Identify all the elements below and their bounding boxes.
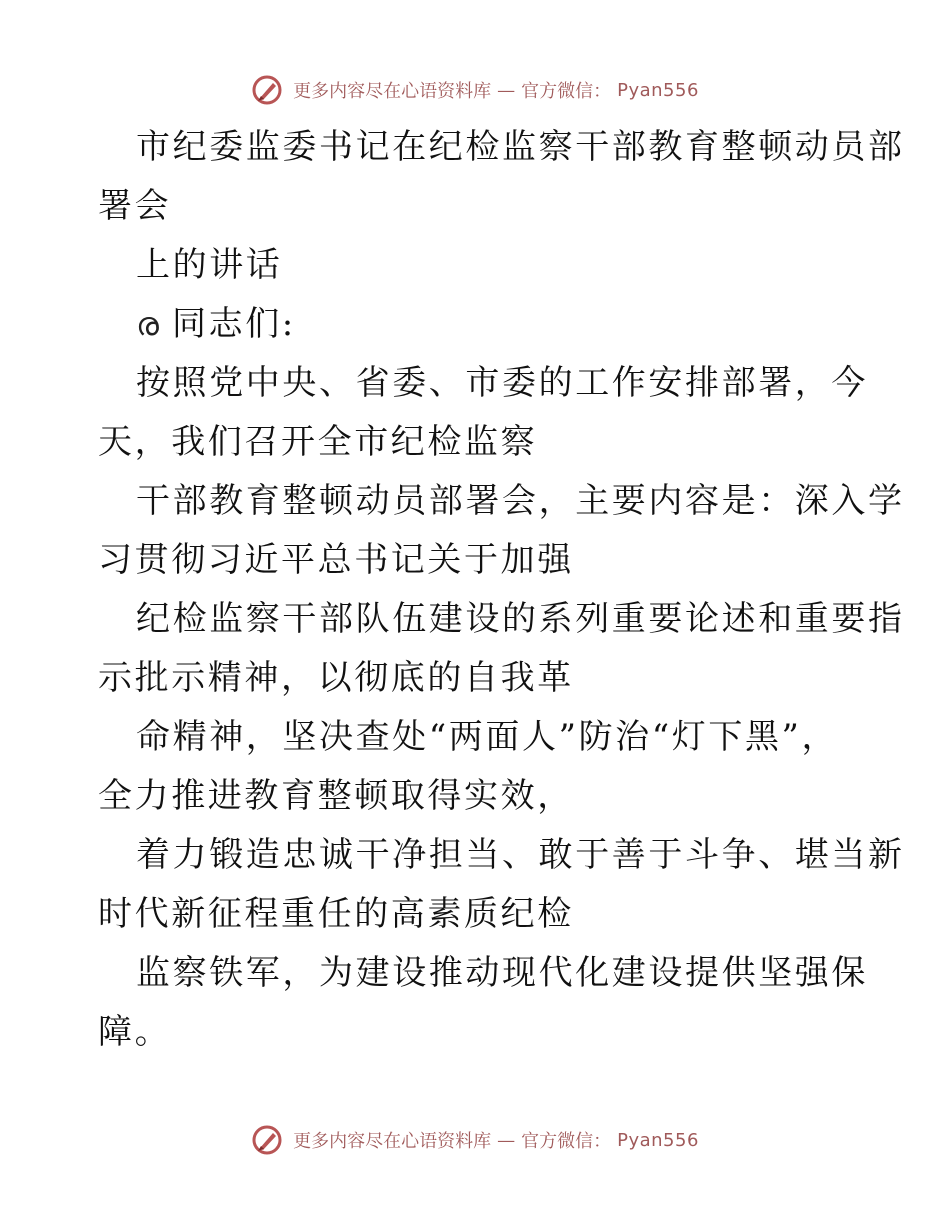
paragraph-line: 命精神，坚决查处“两面人”防治“灯下黑”， bbox=[136, 717, 839, 757]
paragraph-line: 习贯彻习近平总书记关于加强 bbox=[98, 540, 574, 580]
paragraph-line: 全力推进教育整顿取得实效， bbox=[98, 776, 574, 816]
paragraph-line: 纪检监察干部队伍建设的系列重要论述和重要指 bbox=[136, 599, 905, 639]
paragraph-line: 着力锻造忠诚干净担当、敢于善于斗争、堪当新 bbox=[136, 835, 905, 875]
paragraph-line: 示批示精神，以彻底的自我革 bbox=[98, 658, 574, 698]
watermark-separator: — bbox=[497, 1129, 516, 1151]
paragraph-line: 监察铁军，为建设推动现代化建设提供坚强保 bbox=[136, 953, 868, 993]
document-body bbox=[98, 118, 905, 1062]
watermark-contact-id: Pyan556 bbox=[617, 79, 699, 101]
watermark-contact-label: 官方微信： bbox=[521, 1131, 612, 1152]
header-watermark bbox=[0, 72, 950, 108]
title-line-2: 署会 bbox=[98, 186, 172, 226]
swirl-ornament-icon: ര bbox=[136, 305, 162, 343]
paragraph-line: 按照党中央、省委、市委的工作安排部署，今 bbox=[136, 363, 868, 403]
greeting-text: 同志们: bbox=[172, 304, 296, 344]
watermark-site-text: 更多内容尽在心语资料库 bbox=[293, 81, 492, 102]
paragraph-line: 干部教育整顿动员部署会，主要内容是：深入学 bbox=[136, 481, 905, 521]
subtitle-line: 上的讲话 bbox=[136, 245, 283, 285]
watermark-separator: — bbox=[497, 79, 516, 101]
pen-logo-icon bbox=[251, 1124, 283, 1156]
watermark-contact-id: Pyan556 bbox=[617, 1129, 699, 1151]
watermark-site-text: 更多内容尽在心语资料库 bbox=[293, 1131, 492, 1152]
greeting-line bbox=[98, 295, 858, 354]
title-line-1: 市纪委监委书记在纪检监察干部教育整顿动员部 bbox=[136, 127, 905, 167]
watermark-contact-label: 官方微信： bbox=[521, 81, 612, 102]
pen-logo-icon bbox=[251, 74, 283, 106]
footer-watermark bbox=[0, 1122, 950, 1158]
paragraph-line: 时代新征程重任的高素质纪检 bbox=[98, 894, 574, 934]
paragraph-line: 天，我们召开全市纪检监察 bbox=[98, 422, 538, 462]
paragraph-line: 障。 bbox=[98, 1012, 172, 1052]
